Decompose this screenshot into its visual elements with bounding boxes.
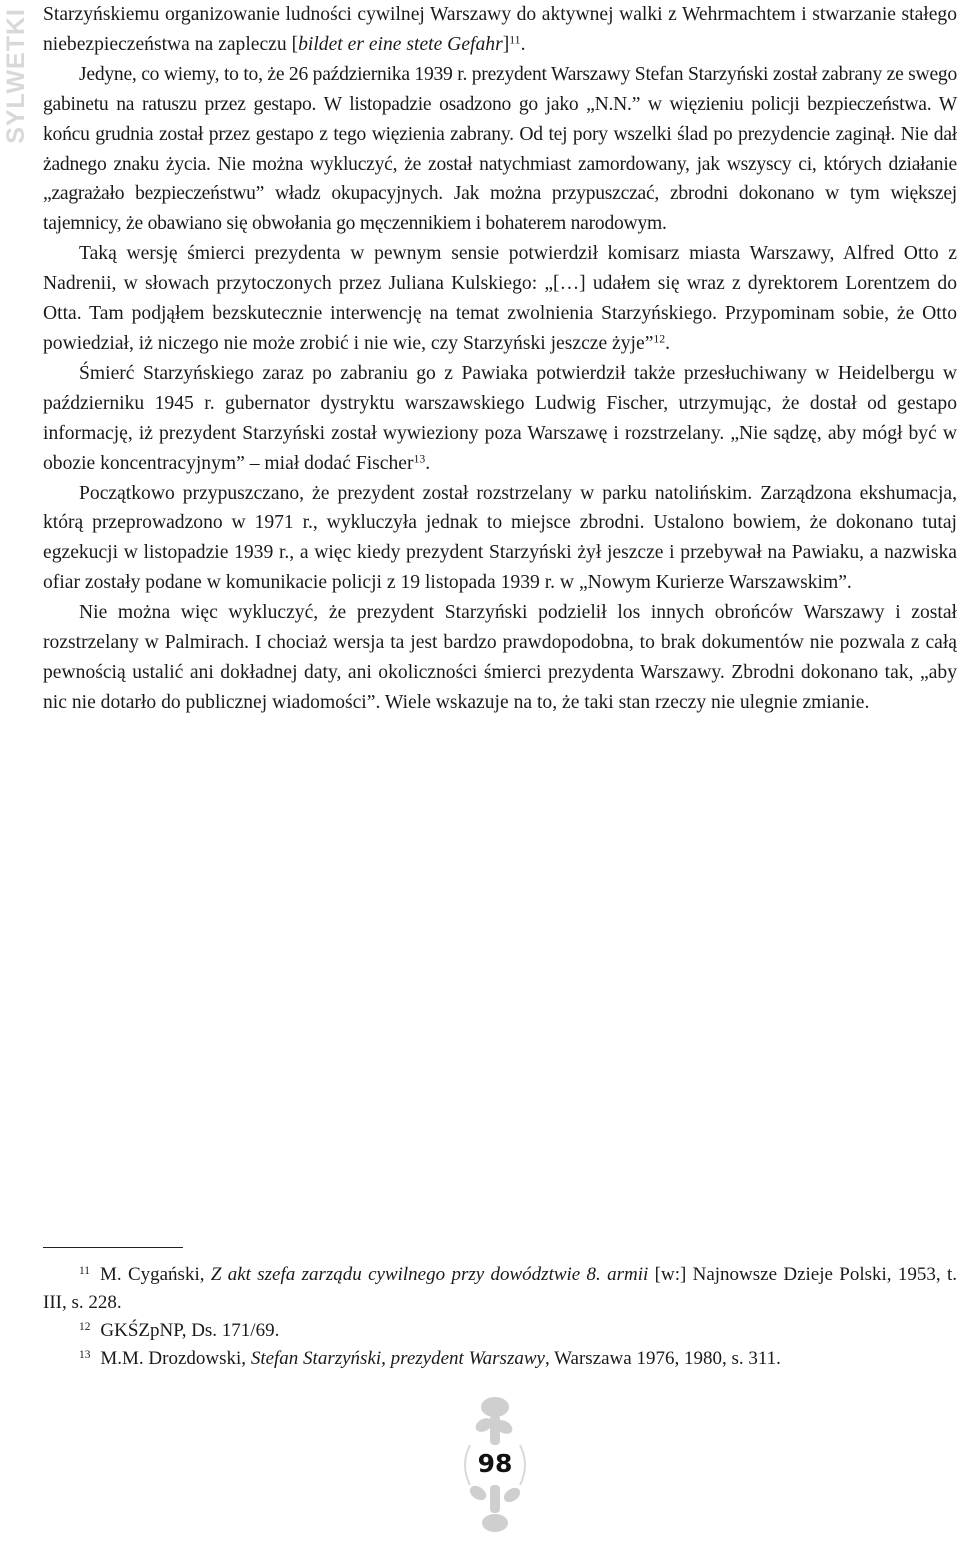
paragraph: [43, 359, 957, 479]
text-run: Nie można więc wykluczyć, że prezydent Starzyński podzielił los innych obrońców Warszawy i został rozstrzelany w Palmirach. I chociaż wersja ta jest bardzo prawdopodobna, to brak dokumentów nie pozwala z całą pewnością ustalić ani dokładnej daty, ani okoliczności śmierci prezydenta Warszawy. Zbrodni dokonano tak, „aby nic nie dotarło do publicznej wiadomości”. Wiele wskazuje na to, że taki stan rzeczy nie ulegnie zmianie.: [43, 602, 957, 713]
text-run: , Warszawa 1976, 1980, s. 311.: [544, 1348, 781, 1369]
italic-text: Stefan Starzyński, prezydent Warszawy: [250, 1348, 545, 1369]
text-run: .: [520, 33, 526, 55]
footnotes: [43, 1261, 957, 1373]
footnote: [43, 1345, 957, 1373]
footnote-number: 13: [79, 1348, 91, 1361]
text-run: .: [665, 332, 671, 354]
page-number: 98: [477, 1449, 513, 1478]
text-run: M.M. Drozdowski,: [100, 1348, 251, 1369]
text-run: Taką wersję śmierci prezydenta w pewnym sensie potwierdził komisarz miasta Warszawy, Alfred Otto z Nadrenii, w słowach przytoczonych przez Juliana Kulskiego: „[…] udałem się wraz z dyrektorem Lorentzem do Otta. Tam podjąłem bezskutecznie interwencję na temat zwolnienia Starzyńskiego. Przypominam sobie, że Otto powiedział, iż niczego nie może zrobić i nie wie, czy Starzyński jeszcze żyje”: [43, 243, 957, 354]
paragraph: [43, 0, 957, 60]
paragraph: [43, 479, 957, 599]
footnote: [43, 1261, 957, 1317]
text-run: [w:] Najnowsze Dzieje Polski, 1953, t. III, s. 228.: [43, 1264, 957, 1313]
italic-text: bildet er eine stete Gefahr: [298, 33, 503, 55]
section-label: SYLWETKI: [2, 8, 30, 144]
text-run: Początkowo przypuszczano, że prezydent został rozstrzelany w parku natolińskim. Zarządzona ekshumacja, którą przeprowadzono w 1971 r., wykluczyła jednak to miejsce zbrodni. Ustalono bowiem, że dokonano tutaj egzekucji w listopadzie 1939 r., a więc kiedy prezydent Starzyński żył jeszcze i przebywał na Pawiaku, a nazwiska ofiar zostały podane w komunikacie policji z 19 listopada 1939 r. w „Nowym Kurierze Warszawskim”.: [43, 482, 957, 594]
footnote-ref: 11: [509, 33, 521, 47]
text-run: GKŚZpNP, Ds. 171/69.: [100, 1320, 280, 1341]
footnote-number: 12: [79, 1320, 91, 1333]
italic-text: Z akt szefa zarządu cywilnego przy dowództwie 8. armii: [210, 1264, 649, 1285]
text-run: Jedyne, co wiemy, to to, że 26 października 1939 r. prezydent Warszawy Stefan Starzyński został zabrany ze swego gabinetu na ratuszu przez gestapo. W listopadzie osadzono go jako „N.N.” w więzieniu policji bezpieczeństwa. W końcu grudnia został przez gestapo z tego więzienia zabrany. Od tej pory wszelki ślad po prezydencie zaginął. Nie dał żadnego znaku życia. Nie można wykluczyć, że został natychmiast zamordowany, jak wszyscy ci, których działanie „zagrażało bezpieczeństwu” władz okupacyjnych. Jak można przypuszczać, zbrodni dokonano w tym większej tajemnicy, że obawiano się obwołania go męczennikiem i bohaterem narodowym.: [43, 63, 957, 235]
footnote-ref: 12: [653, 332, 666, 346]
paragraph: [43, 239, 957, 359]
paragraph: [43, 598, 957, 718]
footnote: [43, 1317, 957, 1345]
footnote-ref: 13: [413, 452, 426, 466]
paragraph: [43, 60, 957, 239]
text-run: Starzyńskiemu organizowanie ludności cywilnej Warszawy do aktywnej walki z Wehrmachtem i stwarzanie stałego niebezpieczeństwa na zapleczu [: [43, 4, 957, 55]
footnote-divider: [43, 1247, 183, 1248]
body-text: [43, 0, 957, 718]
text-run: M. Cygański,: [99, 1264, 211, 1285]
text-run: Śmierć Starzyńskiego zaraz po zabraniu go z Pawiaka potwierdził także przesłuchiwany w Heidelbergu w październiku 1945 r. gubernator dystryktu warszawskiego Ludwig Fischer, utrzymując, że dostał od gestapo informację, iż prezydent Starzyński został wywieziony poza Warszawę i rozstrzelany. „Nie sądzę, aby mógł być w obozie koncentracyjnym” – miał dodać Fischer: [43, 362, 957, 474]
text-run: .: [425, 452, 431, 474]
text-run: ]: [502, 33, 510, 55]
footnote-number: 11: [79, 1264, 90, 1277]
